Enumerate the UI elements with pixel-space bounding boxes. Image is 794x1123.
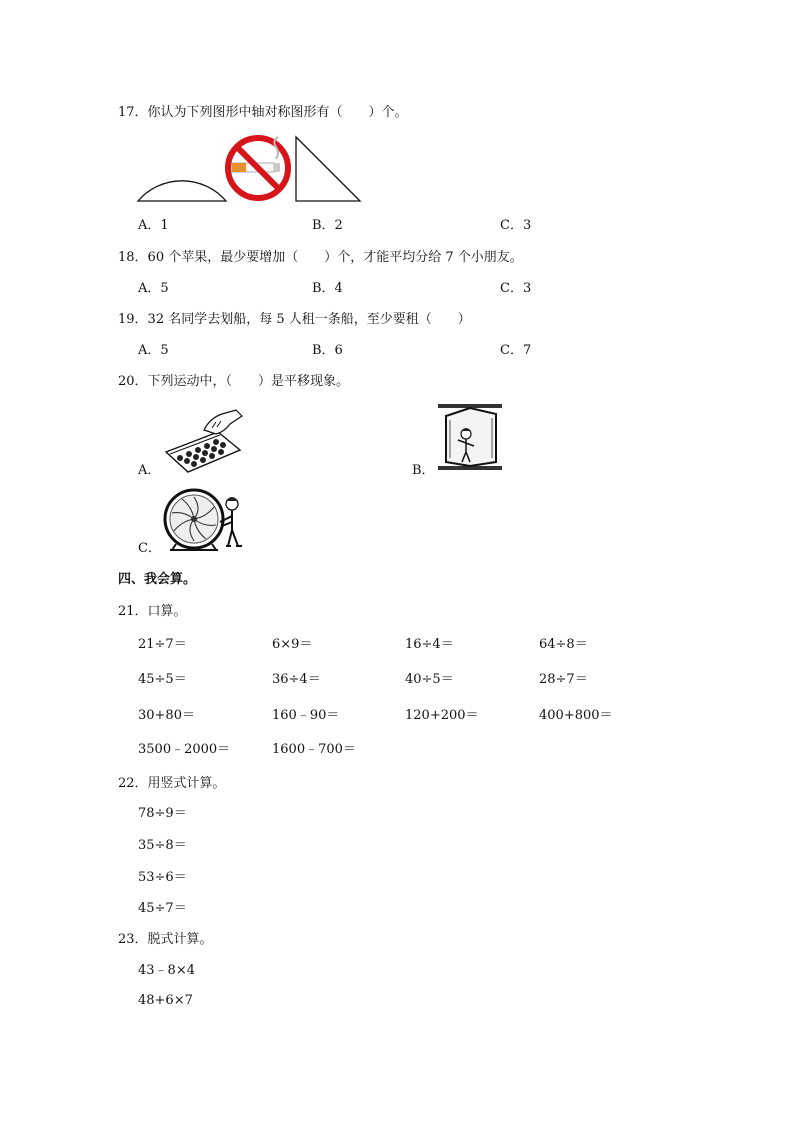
q22-title: 22．用竖式计算。 [118,776,226,791]
q17-option-c[interactable]: C．3 [500,218,532,233]
oral-calc-item: 40÷5＝ [405,672,454,687]
semicircle-figure [138,181,226,201]
oral-calc-item: 6×9＝ [272,637,313,652]
oral-calc-item: 160﹣90＝ [272,708,340,723]
right-triangle-figure [296,137,360,201]
q18-question: 18．60 个苹果，最少要增加（ ）个，才能平均分给 7 个小朋友。 [118,250,523,265]
oral-calc-item: 21÷7＝ [138,637,187,652]
q18-option-b[interactable]: B．4 [312,281,343,296]
q17-option-a[interactable]: A．1 [138,218,169,233]
vertical-calc-item: 78÷9＝ [138,806,187,821]
q19-option-a[interactable]: A．5 [138,343,169,358]
q17-question: 17．你认为下列图形中轴对称图形有（ ）个。 [118,105,408,120]
q18-option-c[interactable]: C．3 [500,281,532,296]
oral-calc-item: 3500﹣2000＝ [138,742,231,757]
step-calc-item: 48+6×7 [138,993,193,1008]
q20-option-a[interactable]: A． [138,463,161,478]
oral-calc-item: 30+80＝ [138,708,195,723]
vertical-calc-item: 35÷8＝ [138,838,187,853]
q21-title: 21．口算。 [118,604,187,619]
q19-option-c[interactable]: C．7 [500,343,532,358]
q20-question: 20．下列运动中，（ ）是平移现象。 [118,374,350,389]
fan-child-picture [162,486,248,552]
q17-figures [136,135,368,205]
step-calc-item: 43﹣8×4 [138,963,195,978]
abacus-hand-picture [160,408,246,474]
q19-question: 19．32 名同学去划船，每 5 人租一条船，至少要租（ ） [118,312,471,327]
oral-calc-item: 36÷4＝ [272,672,321,687]
section4-title: 四、我会算。 [118,572,197,587]
revolving-door-picture [436,400,506,474]
q17-option-b[interactable]: B．2 [312,218,343,233]
oral-calc-item: 64÷8＝ [539,637,588,652]
oral-calc-item: 1600﹣700＝ [272,742,356,757]
no-smoking-sign-figure [228,137,288,198]
q19-option-b[interactable]: B．6 [312,343,343,358]
vertical-calc-item: 53÷6＝ [138,870,187,885]
oral-calc-item: 16÷4＝ [405,637,454,652]
vertical-calc-item: 45÷7＝ [138,901,187,916]
oral-calc-item: 400+800＝ [539,708,613,723]
q18-option-a[interactable]: A．5 [138,281,169,296]
q20-option-c[interactable]: C． [138,541,161,556]
oral-calc-item: 45÷5＝ [138,672,187,687]
oral-calc-item: 28÷7＝ [539,672,588,687]
q23-title: 23．脱式计算。 [118,932,213,947]
q20-option-b[interactable]: B． [412,463,435,478]
oral-calc-item: 120+200＝ [405,708,479,723]
